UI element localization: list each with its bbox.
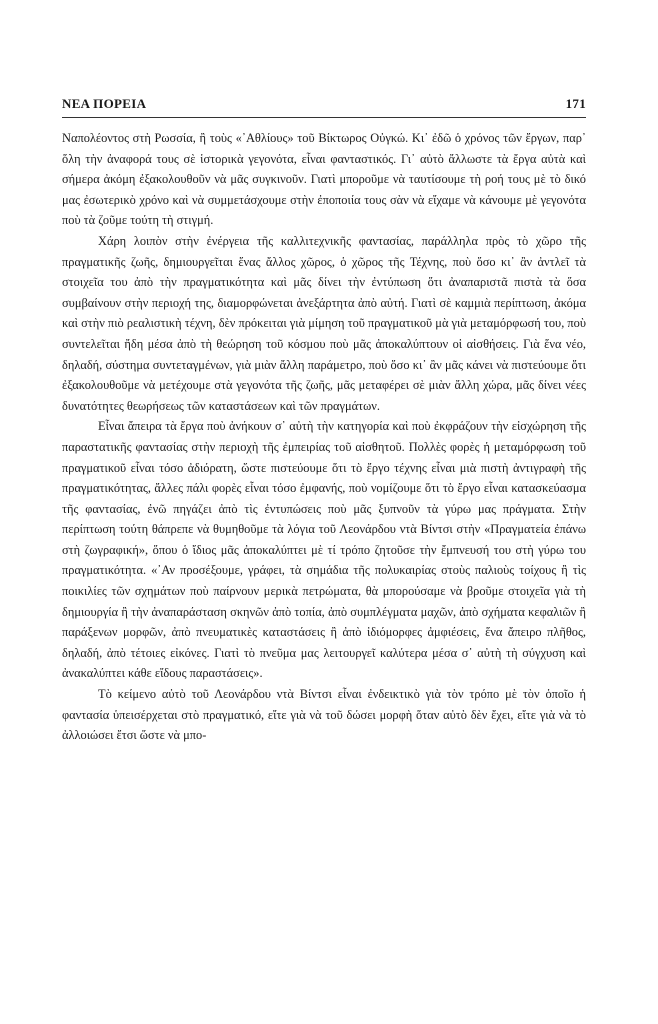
paragraph: Εἶναι ἄπειρα τὰ ἔργα ποὺ ἀνήκουν σ᾽ αὐτὴ τὴν κατηγορία καὶ ποὺ ἐκφράζουν τὴν εἰσχώρηση τῆς παραστατικῆς φαντασίας στὴν περιοχὴ τῆς ἐμπειρίας τοῦ αἰσθητοῦ. Πολλὲς φορὲς ἡ μεταμόρφωση τοῦ πραγματικοῦ εἶναι τόσο ἀδιόρατη, ὥστε πιστεύουμε ὅτι τὸ ἔργο τέχνης εἶναι μιὰ πιστὴ ἀντιγραφὴ τῆς πραγματικότητας, ἄλλες πάλι φορὲς εἶναι τόσο ἐμφανής, ποὺ νομίζουμε ὅτι τὸ ἔργο εἶναι κατασκεύασμα τῆς φαντασίας, ἐνῶ πηγάζει ἀπὸ τὶς ἐντυπώσεις ποὺ μᾶς ξυπνοῦν τὰ γύρω μας πράγματα. Στὴν περίπτωση τούτη θάπρεπε νὰ θυμηθοῦμε τὰ λόγια τοῦ Λεονάρδου ντὰ Βίντσι στὴν «Πραγματεία ἐπάνω στὴ ζωγραφική», ὅπου ὁ ἴδιος μᾶς ἀποκαλύπτει μὲ τί τρόπο ζητοῦσε τὴν ἔμπνευσή του στὴ γύρω του πραγματικότητα. «᾽Αν προσέξουμε, γράφει, τὰ σημάδια τῆς πολυκαιρίας στοὺς παλιοὺς τοίχους ἢ τὶς ποικιλίες τῶν σχημάτων ποὺ παίρνουν μερικὰ πετρώματα, θὰ μπορούσαμε νὰ βροῦμε στοιχεῖα γιὰ τὴ δημιουργία ἢ τὴν ἀναπαράσταση σκηνῶν ἀπὸ τοπία, ἀπὸ συμπλέγματα μαχῶν, ἀπὸ σχήματα κεφαλιῶν ἢ παράξενων μορφῶν, ἀπὸ πνευματικὲς καταστάσεις ἢ ἀπὸ ἰδιόμορφες ἀμφιέσεις, ἕνα ἄπειρο πλῆθος, δηλαδή, ἀπὸ τέτοιες εἰκόνες. Γιατὶ τὸ πνεῦμα μας λειτουργεῖ καλύτερα μέσα σ᾽ αὐτὴ τὴ σύγχυση καὶ ἀνακαλύπτει κάθε εἴδους παραστάσεις». xyxy=(62,419,586,681)
paragraph: Ναπολέοντος στὴ Ρωσσία, ἢ τοὺς «᾽Αθλίους» τοῦ Βίκτωρος Οὐγκώ. Κι᾽ ἐδῶ ὁ χρόνος τῶν ἔργων, παρ᾽ ὅλη τὴν ἀναφορά τους σὲ ἱστορικὰ γεγονότα, εἶναι φανταστικός. Γι᾽ αὐτὸ ἄλλωστε τὰ ἔργα αὐτὰ καὶ σήμερα ἀκόμη ἐξακολουθοῦν νὰ μᾶς συγκινοῦν. Γιατὶ μποροῦμε νὰ ταυτίσουμε τὴ ροή τους μὲ τὸ δικό μας ἐσωτερικὸ χρόνο καὶ νὰ συμμετάσχουμε στὴν ἐποποιία τους σὰν νὰ εἴχαμε νὰ κάνουμε μὲ γεγονότα ποὺ τὰ ζοῦμε τούτη τὴ στιγμή. xyxy=(62,131,586,228)
body-text xyxy=(62,128,586,746)
page-header xyxy=(62,96,586,112)
paragraph: Χάρη λοιπὸν στὴν ἐνέργεια τῆς καλλιτεχνικῆς φαντασίας, παράλληλα πρὸς τὸ χῶρο τῆς πραγματικῆς ζωῆς, δημιουργεῖται ἕνας ἄλλος χῶρος, ὁ χῶρος τῆς Τέχνης, ποὺ ὅσο κι᾽ ἂν ἀντλεῖ τὰ στοιχεῖα του ἀπὸ τὴν πραγματικότητα καὶ μᾶς δίνει τὴν ἐντύπωση ὅτι ἀναπαριστᾶ πιστὰ τὰ ὅσα συμβαίνουν στὴν περιοχή της, διαμορφώνεται ἀνεξάρτητα ἀπὸ αὐτή. Γιατὶ σὲ καμμιὰ περίπτωση, ἀκόμα καὶ στὴν πιὸ ρεαλιστικὴ τέχνη, δὲν πρόκειται γιὰ μίμηση τοῦ πραγματικοῦ μὰ γιὰ μεταμόρφωσή του, ποὺ συντελεῖται ἤδη μέσα ἀπὸ τὴ θεώρηση τοῦ κόσμου ποὺ μᾶς ἀποκαλύπτουν οἱ αἰσθήσεις. Γιὰ ἕνα νέο, δηλαδή, σύστημα συντεταγμένων, γιὰ μιὰν ἄλλη παράμετρο, ποὺ ὅσο κι᾽ ἂν μᾶς κάνει νὰ πιστεύουμε ὅτι ἐξακολουθοῦμε νὰ μετέχουμε στὰ γεγονότα τῆς ζωῆς, μᾶς μεταφέρει σὲ μιὰν ἄλλη χώρα, μᾶς δίνει νέες δυνατότητες θεωρήσεως τῶν καταστάσεων καὶ τῶν πραγμάτων. xyxy=(62,233,586,413)
page-number: 171 xyxy=(565,96,586,111)
header-rule xyxy=(62,117,586,118)
running-title: ΝΕΑ ΠΟΡΕΙΑ xyxy=(62,96,147,111)
paragraph: Τὸ κείμενο αὐτὸ τοῦ Λεονάρδου ντὰ Βίντσι εἶναι ἐνδεικτικὸ γιὰ τὸν τρόπο μὲ τὸν ὁποῖο ἡ φαντασία ὑπεισέρχεται στὸ πραγματικό, εἴτε γιὰ νὰ τοῦ δώσει μορφὴ ὅταν αὐτὸ δὲν ἔχει, εἴτε γιὰ νὰ τὸ ἀλλοιώσει ἔτσι ὥστε νὰ μπο- xyxy=(62,687,586,743)
